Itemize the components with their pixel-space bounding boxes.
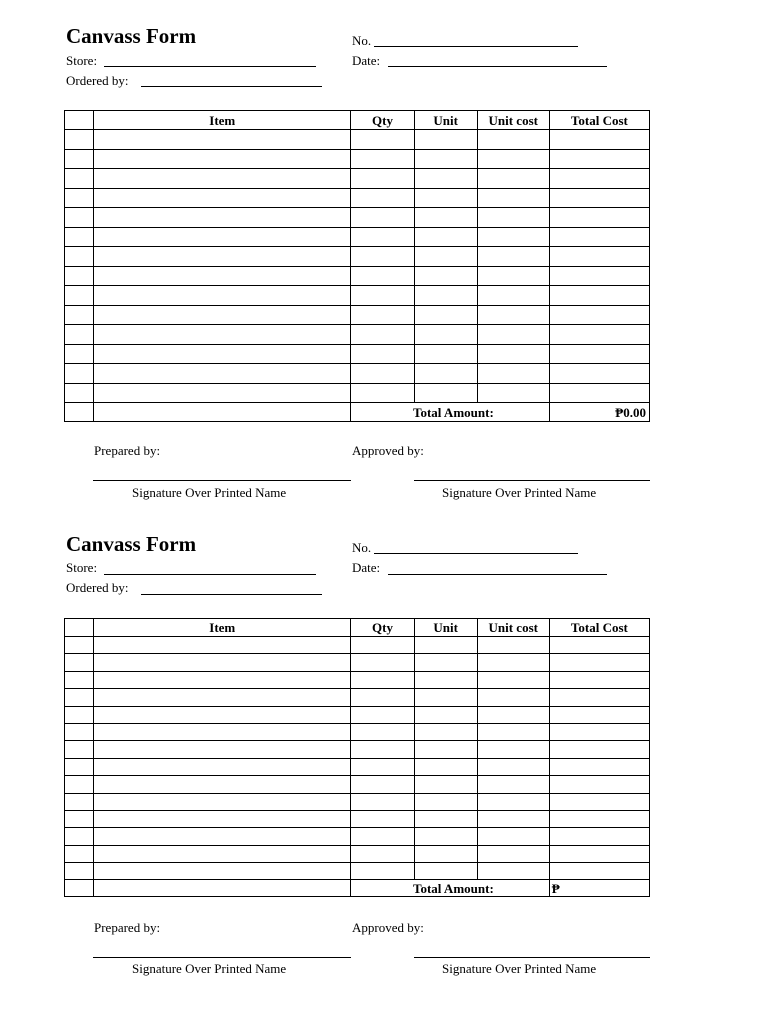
total-amount-cell [351,403,549,422]
unit-cost-cell[interactable] [477,247,549,267]
unit-cost-cell[interactable] [477,863,549,880]
qty-cell[interactable] [351,828,414,845]
total-cost-cell[interactable] [549,723,649,740]
table-row[interactable] [65,741,650,758]
table-row[interactable] [65,344,650,364]
table-header-row [65,619,650,637]
unit-cost-cell[interactable] [477,266,549,286]
qty-cell[interactable] [351,188,414,208]
unit-cell[interactable] [414,286,477,306]
unit-cost-cell[interactable] [477,188,549,208]
header-item: Item [94,619,351,637]
header-total-cost: Total Cost [549,619,649,637]
approved-by-label: Approved by: [352,920,424,935]
no-field[interactable] [374,46,578,47]
row-num-cell[interactable] [65,305,94,325]
ordered-by-field[interactable] [141,594,322,595]
item-cell [94,403,351,422]
unit-cell[interactable] [414,149,477,169]
total-cost-cell[interactable] [549,741,649,758]
table-row[interactable] [65,637,650,654]
approved-by-signature-line[interactable] [414,480,650,481]
row-num-cell[interactable] [65,723,94,740]
date-field[interactable] [388,66,607,67]
unit-cell[interactable] [414,364,477,384]
unit-cell[interactable] [414,723,477,740]
unit-cell[interactable] [414,208,477,228]
item-cell[interactable] [94,723,351,740]
header-qty: Qty [351,619,414,637]
ordered-by-label: Ordered by: [66,73,129,88]
row-num-cell[interactable] [65,266,94,286]
items-table [64,618,650,897]
item-cell[interactable] [94,227,351,247]
item-cell[interactable] [94,637,351,654]
unit-cost-cell[interactable] [477,364,549,384]
item-cell[interactable] [94,266,351,286]
qty-cell[interactable] [351,169,414,189]
table-row[interactable] [65,305,650,325]
prepared-by-label: Prepared by: [94,920,161,935]
qty-cell[interactable] [351,344,414,364]
item-cell[interactable] [94,208,351,228]
unit-cell[interactable] [414,344,477,364]
table-row[interactable] [65,247,650,267]
prepared-by-label: Prepared by: [94,443,161,458]
row-num-cell[interactable] [65,793,94,810]
form-title: Canvass Form [66,24,197,48]
item-cell[interactable] [94,325,351,345]
qty-cell[interactable] [351,305,414,325]
table-row[interactable] [65,863,650,880]
total-cost-cell[interactable] [549,706,649,723]
unit-cost-cell[interactable] [477,741,549,758]
unit-cost-cell[interactable] [477,793,549,810]
unit-cost-cell[interactable] [477,671,549,688]
qty-cell[interactable] [351,845,414,862]
row-num-cell[interactable] [65,286,94,306]
prepared-by-signature-line[interactable] [93,480,351,481]
unit-cell[interactable] [414,689,477,706]
store-label: Store: [66,560,98,575]
items-table [64,110,650,422]
header-num [65,619,94,637]
item-cell[interactable] [94,845,351,862]
item-cell[interactable] [94,188,351,208]
unit-cost-cell[interactable] [477,149,549,169]
header-unit-cost: Unit cost [477,111,549,130]
approved-by-caption: Signature Over Printed Name [442,485,597,500]
unit-cost-cell[interactable] [477,383,549,403]
date-label: Date: [352,560,381,575]
unit-cost-cell[interactable] [477,845,549,862]
total-amount-value: ₱ [549,880,649,897]
header-unit-cost: Unit cost [477,619,549,637]
unit-cost-cell[interactable] [477,758,549,775]
unit-cost-cell[interactable] [477,227,549,247]
no-label: No. [352,540,372,555]
table-row[interactable] [65,266,650,286]
total-cost-cell[interactable] [549,169,649,189]
item-cell[interactable] [94,758,351,775]
total-cost-cell[interactable] [549,776,649,793]
unit-cost-cell[interactable] [477,286,549,306]
unit-cell[interactable] [414,654,477,671]
row-num-cell[interactable] [65,383,94,403]
row-num-cell[interactable] [65,169,94,189]
row-num-cell[interactable] [65,188,94,208]
unit-cost-cell[interactable] [477,169,549,189]
header-num [65,111,94,130]
unit-cell[interactable] [414,741,477,758]
unit-cost-cell[interactable] [477,208,549,228]
qty-cell[interactable] [351,266,414,286]
item-cell[interactable] [94,305,351,325]
total-cost-cell[interactable] [549,810,649,827]
table-row[interactable] [65,227,650,247]
row-num-cell[interactable] [65,247,94,267]
row-num-cell [65,880,94,897]
qty-cell[interactable] [351,863,414,880]
item-cell[interactable] [94,689,351,706]
unit-cost-cell[interactable] [477,723,549,740]
qty-cell[interactable] [351,383,414,403]
total-cost-cell[interactable] [549,227,649,247]
total-cost-cell[interactable] [549,344,649,364]
table-row[interactable] [65,383,650,403]
row-num-cell[interactable] [65,741,94,758]
qty-cell[interactable] [351,793,414,810]
table-row[interactable] [65,286,650,306]
qty-cell[interactable] [351,723,414,740]
row-num-cell[interactable] [65,671,94,688]
unit-cost-cell[interactable] [477,344,549,364]
qty-cell[interactable] [351,637,414,654]
total-cost-cell[interactable] [549,863,649,880]
qty-cell[interactable] [351,758,414,775]
total-cost-cell[interactable] [549,188,649,208]
total-amount-value: ₱0.00 [549,403,649,422]
table-header-row [65,111,650,130]
table-row[interactable] [65,208,650,228]
total-cost-cell[interactable] [549,758,649,775]
qty-cell[interactable] [351,364,414,384]
approved-by-label: Approved by: [352,443,424,458]
table-row[interactable] [65,706,650,723]
total-cost-cell[interactable] [549,305,649,325]
table-row[interactable] [65,689,650,706]
row-num-cell[interactable] [65,325,94,345]
item-cell[interactable] [94,383,351,403]
unit-cell[interactable] [414,776,477,793]
qty-cell[interactable] [351,325,414,345]
total-cost-cell[interactable] [549,845,649,862]
unit-cell[interactable] [414,706,477,723]
item-cell[interactable] [94,247,351,267]
total-cost-cell[interactable] [549,637,649,654]
unit-cost-cell[interactable] [477,637,549,654]
item-cell[interactable] [94,169,351,189]
total-amount-label: Total Amount: [412,404,494,420]
table-row[interactable] [65,130,650,150]
unit-cell[interactable] [414,130,477,150]
total-cost-cell[interactable] [549,689,649,706]
prepared-by-caption: Signature Over Printed Name [132,485,287,500]
approved-by-signature-line[interactable] [414,957,650,958]
no-field[interactable] [374,553,578,554]
total-cost-cell[interactable] [549,266,649,286]
item-cell[interactable] [94,828,351,845]
unit-cell[interactable] [414,637,477,654]
table-row[interactable] [65,776,650,793]
prepared-by-signature-line[interactable] [93,957,351,958]
unit-cell[interactable] [414,810,477,827]
row-num-cell[interactable] [65,654,94,671]
unit-cell[interactable] [414,247,477,267]
total-cost-cell[interactable] [549,286,649,306]
table-row[interactable] [65,828,650,845]
qty-cell[interactable] [351,130,414,150]
header-unit: Unit [414,619,477,637]
total-cost-cell[interactable] [549,208,649,228]
table-row[interactable] [65,671,650,688]
row-num-cell[interactable] [65,637,94,654]
qty-cell[interactable] [351,689,414,706]
qty-cell[interactable] [351,741,414,758]
item-cell[interactable] [94,149,351,169]
qty-cell[interactable] [351,208,414,228]
total-amount-label: Total Amount: [412,880,494,896]
row-num-cell[interactable] [65,130,94,150]
item-cell[interactable] [94,706,351,723]
total-cost-cell[interactable] [549,671,649,688]
unit-cost-cell[interactable] [477,810,549,827]
unit-cell[interactable] [414,266,477,286]
item-cell[interactable] [94,654,351,671]
item-cell[interactable] [94,671,351,688]
qty-cell[interactable] [351,810,414,827]
row-num-cell[interactable] [65,863,94,880]
row-num-cell[interactable] [65,845,94,862]
date-field[interactable] [388,574,607,575]
table-row[interactable] [65,723,650,740]
total-cost-cell[interactable] [549,130,649,150]
row-num-cell [65,403,94,422]
qty-cell[interactable] [351,286,414,306]
row-num-cell[interactable] [65,364,94,384]
item-cell[interactable] [94,364,351,384]
row-num-cell[interactable] [65,344,94,364]
table-row[interactable] [65,758,650,775]
row-num-cell[interactable] [65,689,94,706]
item-cell[interactable] [94,344,351,364]
table-row[interactable] [65,845,650,862]
qty-cell[interactable] [351,671,414,688]
unit-cost-cell[interactable] [477,654,549,671]
unit-cell[interactable] [414,305,477,325]
unit-cost-cell[interactable] [477,776,549,793]
row-num-cell[interactable] [65,758,94,775]
total-amount-cell [351,880,549,897]
unit-cell[interactable] [414,863,477,880]
header-unit: Unit [414,111,477,130]
unit-cell[interactable] [414,671,477,688]
total-cost-cell[interactable] [549,793,649,810]
item-cell[interactable] [94,130,351,150]
item-cell[interactable] [94,776,351,793]
prepared-by-caption: Signature Over Printed Name [132,961,287,976]
table-row[interactable] [65,325,650,345]
unit-cell[interactable] [414,758,477,775]
total-cost-cell[interactable] [549,149,649,169]
table-row[interactable] [65,364,650,384]
item-cell[interactable] [94,793,351,810]
unit-cost-cell[interactable] [477,305,549,325]
unit-cell[interactable] [414,325,477,345]
unit-cell[interactable] [414,188,477,208]
row-num-cell[interactable] [65,706,94,723]
table-row[interactable] [65,149,650,169]
unit-cost-cell[interactable] [477,325,549,345]
date-label: Date: [352,53,381,68]
item-cell[interactable] [94,286,351,306]
store-field[interactable] [104,66,316,67]
item-cell[interactable] [94,863,351,880]
total-cost-cell[interactable] [549,654,649,671]
header-item: Item [94,111,351,130]
unit-cell[interactable] [414,227,477,247]
table-row[interactable] [65,810,650,827]
row-num-cell[interactable] [65,149,94,169]
form-title: Canvass Form [66,532,197,556]
item-cell[interactable] [94,741,351,758]
qty-cell[interactable] [351,654,414,671]
total-cost-cell[interactable] [549,247,649,267]
store-field[interactable] [104,574,316,575]
total-cost-cell[interactable] [549,364,649,384]
row-num-cell[interactable] [65,208,94,228]
qty-cell[interactable] [351,247,414,267]
table-row[interactable] [65,654,650,671]
total-cost-cell[interactable] [549,383,649,403]
table-row[interactable] [65,793,650,810]
item-cell[interactable] [94,810,351,827]
total-row [65,880,650,897]
row-num-cell[interactable] [65,776,94,793]
row-num-cell[interactable] [65,227,94,247]
qty-cell[interactable] [351,706,414,723]
item-cell [94,880,351,897]
unit-cell[interactable] [414,383,477,403]
qty-cell[interactable] [351,149,414,169]
table-row[interactable] [65,188,650,208]
qty-cell[interactable] [351,776,414,793]
total-cost-cell[interactable] [549,828,649,845]
no-label: No. [352,33,372,48]
unit-cell[interactable] [414,828,477,845]
store-label: Store: [66,53,98,68]
header-total-cost: Total Cost [549,111,649,130]
row-num-cell[interactable] [65,828,94,845]
qty-cell[interactable] [351,227,414,247]
table-row[interactable] [65,169,650,189]
unit-cost-cell[interactable] [477,706,549,723]
ordered-by-label: Ordered by: [66,580,129,595]
total-cost-cell[interactable] [549,325,649,345]
row-num-cell[interactable] [65,810,94,827]
unit-cost-cell[interactable] [477,689,549,706]
unit-cell[interactable] [414,845,477,862]
unit-cell[interactable] [414,793,477,810]
ordered-by-field[interactable] [141,86,322,87]
approved-by-caption: Signature Over Printed Name [442,961,597,976]
unit-cost-cell[interactable] [477,130,549,150]
unit-cost-cell[interactable] [477,828,549,845]
header-qty: Qty [351,111,414,130]
total-row [65,403,650,422]
unit-cell[interactable] [414,169,477,189]
